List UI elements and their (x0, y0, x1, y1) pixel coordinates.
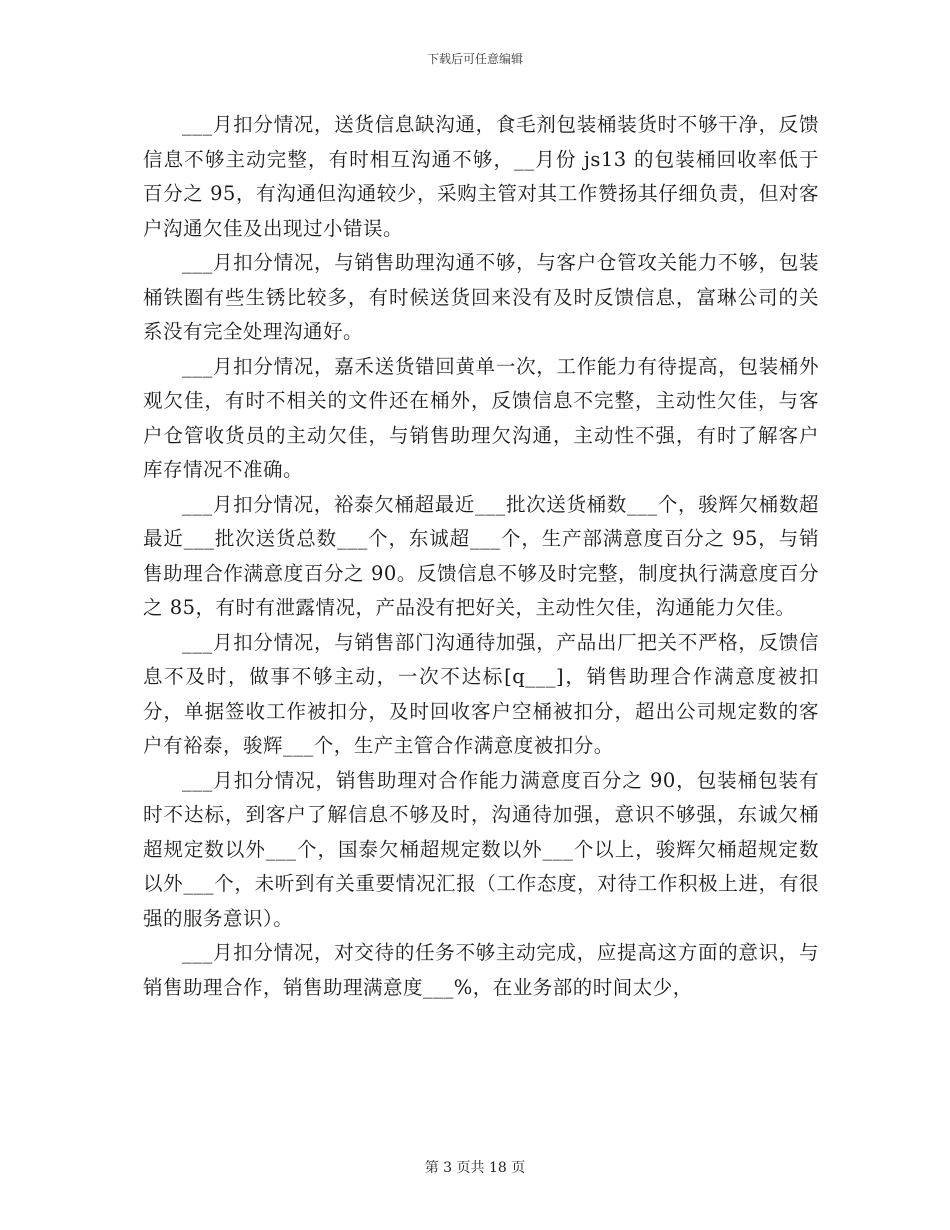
paragraph: ___月扣分情况，对交待的任务不够主动完成，应提高这方面的意识，与销售助理合作，销售助理满意度___%，在业务部的时间太少， (143, 941, 819, 999)
paragraph: ___月扣分情况，与销售助理沟通不够，与客户仓管攻关能力不够，包装桶铁圈有些生锈比较多，有时候送货回来没有及时反馈信息，富琳公司的关系没有完全处理沟通好。 (143, 251, 819, 343)
paragraph: ___月扣分情况，送货信息缺沟通，食毛剂包装桶装货时不够干净，反馈信息不够主动完整，有时相互沟通不够，__月份 js13 的包装桶回收率低于百分之 95，有沟通但沟通较少，采购主管对其工作赞扬其仔细负责，但对客户沟通欠佳及出现过小错误。 (143, 113, 819, 240)
document-body (143, 108, 819, 1005)
page-footer-pagination: 第 3 页共 18 页 (424, 1160, 526, 1176)
page-header: 下载后可任意编辑 (426, 52, 523, 66)
paragraph: ___月扣分情况，裕泰欠桶超最近___批次送货桶数___个，骏辉欠桶数超最近___批次送货总数___个，东诚超___个，生产部满意度百分之 95，与销售助理合作满意度百分之 90。反馈信息不够及时完整，制度执行满意度百分之 85，有时有泄露情况，产品没有把好关，主动性欠佳，沟通能力欠佳。 (143, 492, 819, 619)
paragraph: ___月扣分情况，与销售部门沟通待加强，产品出厂把关不严格，反馈信息不及时，做事不够主动，一次不达标[q___]，销售助理合作满意度被扣分，单据签收工作被扣分，及时回收客户空桶被扣分，超出公司规定数的客户有裕泰，骏辉___个，生产主管合作满意度被扣分。 (143, 630, 819, 757)
paragraph: ___月扣分情况，嘉禾送货错回黄单一次，工作能力有待提高，包装桶外观欠佳，有时不相关的文件还在桶外，反馈信息不完整，主动性欠佳，与客户仓管收货员的主动欠佳，与销售助理欠沟通，主动性不强，有时了解客户库存情况不准确。 (143, 354, 819, 481)
paragraph: ___月扣分情况，销售助理对合作能力满意度百分之 90，包装桶包装有时不达标，到客户了解信息不够及时，沟通待加强，意识不够强，东诚欠桶超规定数以外___个，国泰欠桶超规定数以外___个以上，骏辉欠桶超规定数以外___个，未听到有关重要情况汇报（工作态度，对待工作积极上进，有很强的服务意识）。 (143, 768, 819, 930)
